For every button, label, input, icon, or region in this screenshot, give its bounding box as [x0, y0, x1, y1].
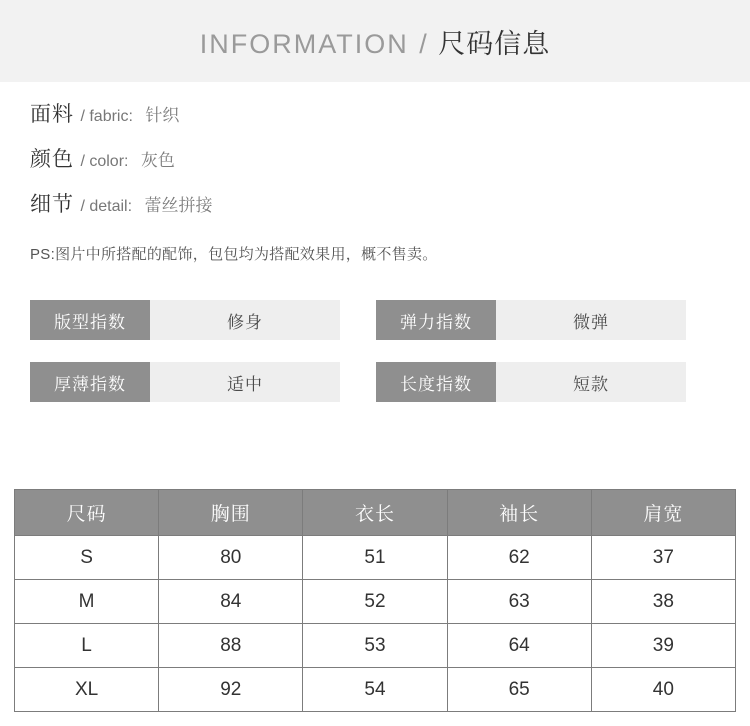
- page-title: [200, 22, 551, 61]
- cell-shoulder: 37: [591, 536, 735, 580]
- cell-size: L: [15, 624, 159, 668]
- info-value-color: 灰色: [140, 151, 175, 170]
- page-header: [0, 0, 750, 82]
- index-pair-fit: [30, 300, 340, 340]
- table-row: [15, 580, 736, 624]
- cell-length: 51: [303, 536, 447, 580]
- page-title-en: INFORMATION: [199, 28, 409, 59]
- page-title-cn: 尺码信息: [438, 28, 551, 59]
- size-table-header-shoulder: 肩宽: [591, 490, 735, 536]
- cell-sleeve: 64: [447, 624, 591, 668]
- index-pair-elasticity: [376, 300, 686, 340]
- ps-note: PS:图片中所搭配的配饰，包包均为搭配效果用，概不售卖。: [30, 246, 438, 263]
- size-table-header-bust: 胸围: [159, 490, 303, 536]
- index-key-elasticity: 弹力指数: [376, 300, 496, 340]
- size-table: [14, 489, 736, 712]
- info-label-cn-fabric: 面料: [30, 103, 74, 126]
- table-row: [15, 624, 736, 668]
- info-label-cn-color: 颜色: [30, 148, 74, 171]
- info-label-en-fabric: / fabric:: [80, 108, 133, 125]
- info-label-en-color: / color:: [80, 153, 129, 170]
- index-line-2: [30, 362, 690, 402]
- cell-length: 54: [303, 668, 447, 712]
- info-value-detail: 蕾丝拼接: [144, 196, 213, 215]
- table-row: [15, 668, 736, 712]
- product-info-block: [0, 82, 750, 264]
- cell-size: S: [15, 536, 159, 580]
- info-row-detail: [30, 194, 720, 215]
- index-grid: [30, 300, 690, 402]
- cell-length: 52: [303, 580, 447, 624]
- cell-bust: 80: [159, 536, 303, 580]
- cell-bust: 92: [159, 668, 303, 712]
- cell-shoulder: 40: [591, 668, 735, 712]
- size-table-header-size: 尺码: [15, 490, 159, 536]
- cell-length: 53: [303, 624, 447, 668]
- info-label-cn-detail: 细节: [30, 193, 74, 216]
- index-pair-thickness: [30, 362, 340, 402]
- index-key-thickness: 厚薄指数: [30, 362, 150, 402]
- cell-sleeve: 63: [447, 580, 591, 624]
- index-key-fit: 版型指数: [30, 300, 150, 340]
- size-table-body: [15, 536, 736, 712]
- info-value-fabric: 针织: [145, 106, 180, 125]
- cell-shoulder: 39: [591, 624, 735, 668]
- cell-sleeve: 62: [447, 536, 591, 580]
- size-table-head: [15, 490, 736, 536]
- cell-sleeve: 65: [447, 668, 591, 712]
- index-value-length: 短款: [496, 362, 686, 402]
- page-title-separator: /: [419, 28, 428, 59]
- size-table-header-sleeve: 袖长: [447, 490, 591, 536]
- table-row: [15, 536, 736, 580]
- cell-shoulder: 38: [591, 580, 735, 624]
- index-value-fit: 修身: [150, 300, 340, 340]
- cell-size: XL: [15, 668, 159, 712]
- cell-bust: 88: [159, 624, 303, 668]
- size-table-header-row: [15, 490, 736, 536]
- index-pair-length: [376, 362, 686, 402]
- index-value-elasticity: 微弹: [496, 300, 686, 340]
- info-row-color: [30, 149, 720, 170]
- index-line-1: [30, 300, 690, 340]
- cell-bust: 84: [159, 580, 303, 624]
- info-row-fabric: [30, 104, 720, 125]
- index-value-thickness: 适中: [150, 362, 340, 402]
- cell-size: M: [15, 580, 159, 624]
- info-label-en-detail: / detail:: [80, 198, 133, 215]
- index-key-length: 长度指数: [376, 362, 496, 402]
- size-table-header-length: 衣长: [303, 490, 447, 536]
